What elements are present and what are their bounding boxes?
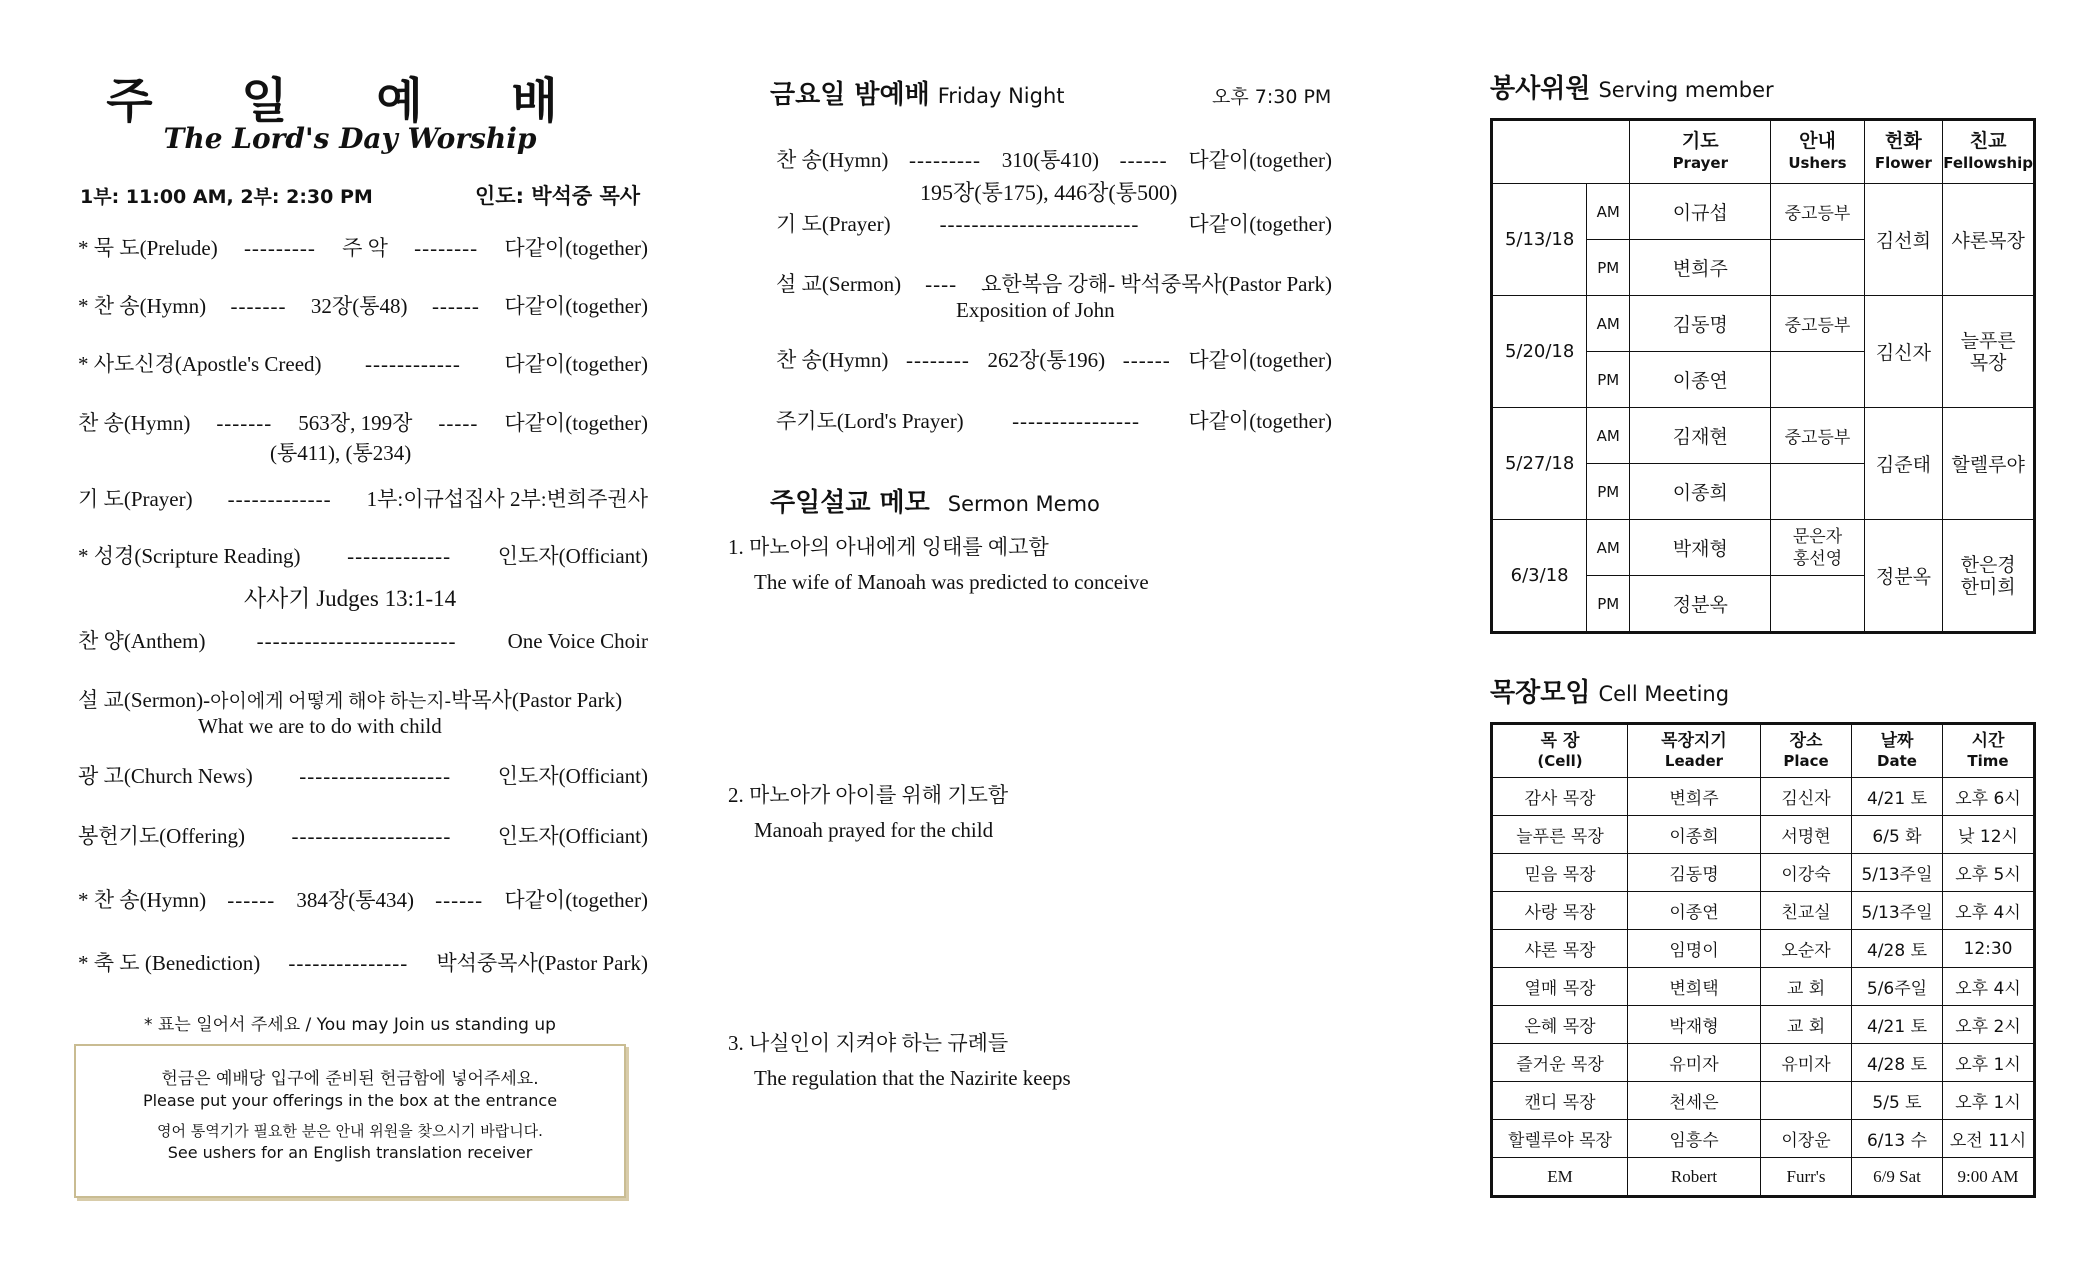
cell-date: 5/5 토 <box>1852 1082 1943 1120</box>
memo-point-3: 3. 나실인이 지켜야 하는 규례들 The regulation that the Nazirite keeps <box>728 1031 1071 1090</box>
cell-name: 샤론 목장 <box>1492 930 1628 968</box>
serving-prayer-am: 이규섭 <box>1630 184 1771 240</box>
cell-date: 4/21 토 <box>1852 778 1943 816</box>
cell-place: Furr's <box>1761 1158 1852 1197</box>
table-row: 6/3/18 AM 박재형 문은자 홍선영 정분옥 한은경 한미희 <box>1492 520 2035 576</box>
cell-place <box>1761 1082 1852 1120</box>
cell-time: 오전 11시 <box>1943 1120 2035 1158</box>
order-item-hymn-1: * 찬 송(Hymn) ------- 32장(통48) ------ 다같이(together) <box>78 294 649 318</box>
cell-leader: 임명이 <box>1628 930 1761 968</box>
order-item-prayer: 기 도(Prayer) ------------- 1부:이규섭집사 2부:변희주권사 <box>78 487 648 511</box>
table-row <box>1492 968 2035 1006</box>
sermon-subtitle: What we are to do with child <box>198 714 442 738</box>
friday-item-hymn-1: 찬 송(Hymn) --------- 310(통410) ------ 다같이(together) <box>776 148 1333 172</box>
offering-notice-box <box>74 1044 626 1198</box>
cell-name: 믿음 목장 <box>1492 854 1628 892</box>
cell-place: 유미자 <box>1761 1044 1852 1082</box>
serving-ushers: 문은자 홍선영 <box>1771 520 1864 576</box>
serving-flower: 정분옥 <box>1864 520 1943 633</box>
cell-date: 5/13주일 <box>1852 854 1943 892</box>
cell-leader: 유미자 <box>1628 1044 1761 1082</box>
table-row <box>1492 1120 2035 1158</box>
cell-leader: 이종희 <box>1628 816 1761 854</box>
cell-date: 6/13 수 <box>1852 1120 1943 1158</box>
table-row: PM 이종희 <box>1492 464 2035 520</box>
friday-item-hymn-2: 찬 송(Hymn) -------- 262장(통196) ------ 다같이(together) <box>776 348 1333 372</box>
serving-fellowship: 할렐루야 <box>1943 408 2035 520</box>
cell-leader: 이종연 <box>1628 892 1761 930</box>
cell-leader: 임흥수 <box>1628 1120 1761 1158</box>
cell-time: 오후 6시 <box>1943 778 2035 816</box>
cell-name: 즐거운 목장 <box>1492 1044 1628 1082</box>
serving-ushers: 중고등부 <box>1771 408 1864 464</box>
table-row <box>1492 854 2035 892</box>
cell-time: 낮 12시 <box>1943 816 2035 854</box>
cell-header-row <box>1492 724 2035 778</box>
cell-leader: Robert <box>1628 1158 1761 1197</box>
table-row <box>1492 1158 2035 1197</box>
cell-leader: 천세은 <box>1628 1082 1761 1120</box>
cell-date: 4/28 토 <box>1852 930 1943 968</box>
table-row: 5/13/18 AM 이규섭 중고등부 김선희 샤론목장 <box>1492 184 2035 240</box>
order-item-scripture: * 성경(Scripture Reading) ------------- 인도자(Officiant) <box>78 544 648 568</box>
serving-header-flower: 헌화 Flower <box>1864 120 1943 184</box>
cell-name: 할렐루야 목장 <box>1492 1120 1628 1158</box>
friday-sermon-sub: Exposition of John <box>956 298 1115 322</box>
serving-header-blank <box>1492 120 1630 184</box>
cell-name: 감사 목장 <box>1492 778 1628 816</box>
order-item-sermon: 설 교(Sermon)- 아이에게 어떻게 해야 하는지- 박목사(Pastor Park) <box>78 688 623 712</box>
order-item-hymn-3: * 찬 송(Hymn) ------ 384장(통434) ------ 다같이(together) <box>78 888 648 912</box>
serving-date: 5/20/18 <box>1492 296 1587 408</box>
cell-date: 5/6주일 <box>1852 968 1943 1006</box>
table-row <box>1492 892 2035 930</box>
cell-date: 6/5 화 <box>1852 816 1943 854</box>
order-item-hymn-2: 찬 송(Hymn) ------- 563장, 199장 ----- 다같이(together) <box>78 411 648 435</box>
serving-flower: 김선희 <box>1864 184 1943 296</box>
serving-header-fellowship: 친교 Fellowship <box>1943 120 2035 184</box>
memo-point-1: 1. 마노아의 아내에게 잉태를 예고함 The wife of Manoah was predicted to conceive <box>728 535 1149 594</box>
table-row: PM 정분옥 <box>1492 576 2035 633</box>
scripture-reference: 사사기 Judges 13:1-14 <box>243 586 457 611</box>
memo-point-2: 2. 마노아가 아이를 위해 기도함 Manoah prayed for the child <box>728 783 1009 842</box>
table-row: PM 이종연 <box>1492 352 2035 408</box>
serving-ushers: 중고등부 <box>1771 184 1864 240</box>
serving-fellowship: 샤론목장 <box>1943 184 2035 296</box>
service-leader: 인도: 박석중 목사 <box>475 184 641 208</box>
cell-title: 목장모임 Cell Meeting <box>1490 678 1730 708</box>
table-row <box>1492 1006 2035 1044</box>
cell-time: 12:30 <box>1943 930 2035 968</box>
table-row: 5/20/18 AM 김동명 중고등부 김신자 늘푸른 목장 <box>1492 296 2035 352</box>
serving-title: 봉사위원 Serving member <box>1490 74 1774 104</box>
serving-date: 5/13/18 <box>1492 184 1587 296</box>
cell-place: 교 회 <box>1761 968 1852 1006</box>
friday-item-prayer: 기 도(Prayer) ------------------------- 다같이(together) <box>776 212 1332 236</box>
order-item-anthem: 찬 양(Anthem) ------------------------- One Voice Choir <box>78 629 648 653</box>
cell-name: 늘푸른 목장 <box>1492 816 1628 854</box>
cell-place: 이장운 <box>1761 1120 1852 1158</box>
cell-date: 4/21 토 <box>1852 1006 1943 1044</box>
cell-name: 사랑 목장 <box>1492 892 1628 930</box>
sunday-subtitle: The Lord's Day Worship <box>163 122 537 155</box>
cell-place: 오순자 <box>1761 930 1852 968</box>
cell-leader: 김동명 <box>1628 854 1761 892</box>
friday-item-lords-prayer: 주기도(Lord's Prayer) ---------------- 다같이(together) <box>776 409 1332 433</box>
friday-item-sermon: 설 교(Sermon) ---- 요한복음 강해- 박석중목사(Pastor Park) <box>776 272 1332 296</box>
table-row: PM 변희주 <box>1492 240 2035 296</box>
cell-name: EM <box>1492 1158 1628 1197</box>
cell-name: 캔디 목장 <box>1492 1082 1628 1120</box>
serving-table <box>1490 118 2036 634</box>
serving-date: 6/3/18 <box>1492 520 1587 633</box>
cell-leader: 변희주 <box>1628 778 1761 816</box>
cell-time: 오후 5시 <box>1943 854 2035 892</box>
table-row <box>1492 930 2035 968</box>
table-row <box>1492 816 2035 854</box>
order-item-prelude: * 묵 도(Prelude) --------- 주 악 -------- 다같이(together) <box>78 236 649 260</box>
sunday-title: 주 일 예 배 <box>106 73 594 129</box>
friday-title: 금요일 밤예배 Friday Night <box>770 80 1065 110</box>
cell-place: 교 회 <box>1761 1006 1852 1044</box>
cell-time: 오후 2시 <box>1943 1006 2035 1044</box>
notice-translation-en: See ushers for an English translation receiver <box>167 1143 533 1162</box>
serving-prayer-am: 박재형 <box>1630 520 1771 576</box>
serving-prayer-pm: 정분옥 <box>1630 576 1771 633</box>
serving-header-ushers: 안내 Ushers <box>1771 120 1864 184</box>
cell-table-body <box>1492 778 2035 1197</box>
serving-date: 5/27/18 <box>1492 408 1587 520</box>
cell-name: 열매 목장 <box>1492 968 1628 1006</box>
order-item-offering: 봉헌기도(Offering) -------------------- 인도자(Officiant) <box>78 824 648 848</box>
cell-meeting-table <box>1490 722 2036 1198</box>
notice-offering-ko: 헌금은 예배당 입구에 준비된 헌금함에 넣어주세요. <box>161 1069 539 1089</box>
cell-place: 서명현 <box>1761 816 1852 854</box>
serving-fellowship: 한은경 한미희 <box>1943 520 2035 633</box>
cell-place: 김신자 <box>1761 778 1852 816</box>
serving-prayer-am: 김재현 <box>1630 408 1771 464</box>
order-item-church-news: 광 고(Church News) ------------------- 인도자(Officiant) <box>78 764 648 788</box>
cell-time: 오후 4시 <box>1943 892 2035 930</box>
cell-place: 이강숙 <box>1761 854 1852 892</box>
hymn-2-alt-numbers: (통411), (통234) <box>270 441 412 465</box>
cell-date: 6/9 Sat <box>1852 1158 1943 1197</box>
notice-offering-en: Please put your offerings in the box at the entrance <box>142 1091 558 1110</box>
cell-leader: 박재형 <box>1628 1006 1761 1044</box>
serving-prayer-am: 김동명 <box>1630 296 1771 352</box>
friday-hymn-1-sub: 195장(통175), 446장(통500) <box>920 180 1178 205</box>
cell-header-leader: 목장지기 Leader <box>1628 724 1761 778</box>
cell-time: 9:00 AM <box>1943 1158 2035 1197</box>
cell-time: 오후 1시 <box>1943 1044 2035 1082</box>
serving-prayer-pm: 이종연 <box>1630 352 1771 408</box>
cell-header-cell: 목 장 (Cell) <box>1492 724 1628 778</box>
serving-prayer-pm: 변희주 <box>1630 240 1771 296</box>
standing-note: * 표는 일어서 주세요 / You may Join us standing up <box>144 1015 556 1035</box>
serving-ushers: 중고등부 <box>1771 296 1864 352</box>
table-row: 5/27/18 AM 김재현 중고등부 김준태 할렐루야 <box>1492 408 2035 464</box>
serving-prayer-pm: 이종희 <box>1630 464 1771 520</box>
cell-place: 친교실 <box>1761 892 1852 930</box>
table-row <box>1492 1082 2035 1120</box>
cell-time: 오후 1시 <box>1943 1082 2035 1120</box>
cell-header-time: 시간 Time <box>1943 724 2035 778</box>
serving-fellowship: 늘푸른 목장 <box>1943 296 2035 408</box>
table-row <box>1492 778 2035 816</box>
cell-date: 4/28 토 <box>1852 1044 1943 1082</box>
cell-header-place: 장소 Place <box>1761 724 1852 778</box>
friday-time: 오후 7:30 PM <box>1212 86 1332 108</box>
order-item-creed: * 사도신경(Apostle's Creed) ------------ 다같이(together) <box>78 352 648 376</box>
serving-header-row <box>1492 120 2035 184</box>
serving-header-prayer: 기도 Prayer <box>1630 120 1771 184</box>
cell-time: 오후 4시 <box>1943 968 2035 1006</box>
cell-header-date: 날짜 Date <box>1852 724 1943 778</box>
notice-translation-ko: 영어 통역기가 필요한 분은 안내 위원을 찾으시기 바랍니다. <box>157 1122 543 1140</box>
serving-flower: 김신자 <box>1864 296 1943 408</box>
cell-date: 5/13주일 <box>1852 892 1943 930</box>
order-item-benediction: * 축 도 (Benediction) --------------- 박석중목사(Pastor Park) <box>78 951 648 975</box>
serving-flower: 김준태 <box>1864 408 1943 520</box>
table-row <box>1492 1044 2035 1082</box>
service-times: 1부: 11:00 AM, 2부: 2:30 PM <box>80 186 373 208</box>
cell-name: 은혜 목장 <box>1492 1006 1628 1044</box>
cell-leader: 변희택 <box>1628 968 1761 1006</box>
memo-title: 주일설교 메모 Sermon Memo <box>770 488 1100 518</box>
